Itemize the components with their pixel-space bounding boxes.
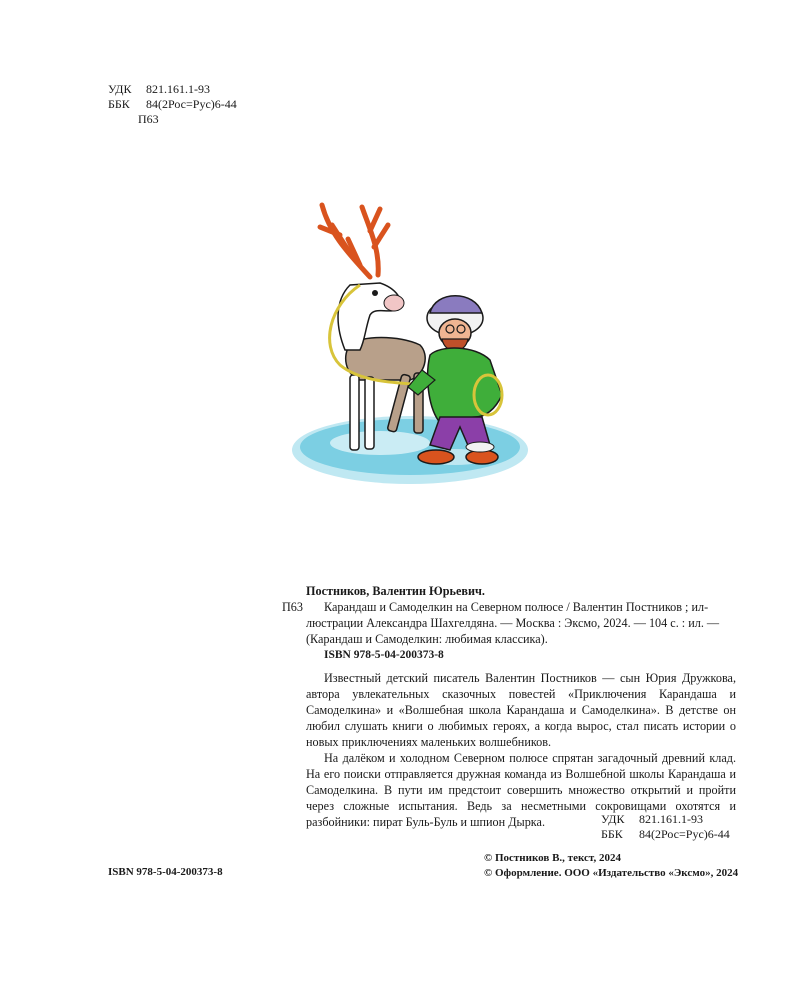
udk-value-bottom: 821.161.1-93 [639, 812, 703, 826]
entry-line-3: (Карандаш и Самоделкин: любимая классика). [306, 632, 548, 646]
bbk-value-bottom: 84(2Рос=Рус)6-44 [639, 827, 730, 841]
isbn-entry: ISBN 978-5-04-200373-8 [324, 649, 444, 661]
classification-block-top [108, 82, 237, 127]
copyright-text: © Постников В., текст, 2024 [484, 852, 621, 864]
bbk-value: 84(2Рос=Рус)6-44 [146, 97, 237, 111]
annotation-paragraph-2: На далёком и холодном Северном полюсе спрятан загадочный древний клад. На его поиски отправляется дружная команда из Волшебной школы Карандаша и Самоделкина. В пути им предстоит совершить множество открытий и пройти через сложные испытания. Ведь за несметными сокровищами охотятся и разбойники: пират Буль-Буль и шпион Дырка. [306, 751, 736, 829]
author-mark: П63 [138, 112, 159, 126]
bibliographic-entry [306, 583, 736, 830]
bbk-label: ББК [108, 97, 130, 111]
udk-label-bottom: УДК [601, 812, 625, 826]
author-mark-side: П63 [282, 600, 303, 614]
entry-line-1: Карандаш и Самоделкин на Северном полюсе / Валентин Постников ; ил- [324, 600, 709, 614]
entry-line-2: люстрации Александра Шахгелдяна. — Москва : Эксмо, 2024. — 104 с. : ил. — [306, 616, 720, 630]
author-heading: Постников, Валентин Юрьевич. [306, 584, 485, 598]
reindeer-dwarf-illustration [290, 195, 530, 515]
classification-block-bottom [601, 812, 730, 842]
bbk-label-bottom: ББК [601, 827, 623, 841]
copyright-design: © Оформление. ООО «Издательство «Эксмо», 2024 [484, 867, 739, 879]
udk-value: 821.161.1-93 [146, 82, 210, 96]
udk-label: УДК [108, 82, 132, 96]
annotation-paragraph-1: Известный детский писатель Валентин Постников — сын Юрия Дружкова, автора увлекательных сказочных повестей «Приключения Карандаша и Самоделкина» и «Волшебная школа Карандаша и Самоделкина». В детстве он любил слушать книги о любимых героях, а когда вырос, стал писать истории о новых приключениях маленьких волшебников. [306, 671, 736, 749]
copyright-block [484, 851, 738, 881]
isbn-footer: ISBN 978-5-04-200373-8 [108, 866, 223, 878]
